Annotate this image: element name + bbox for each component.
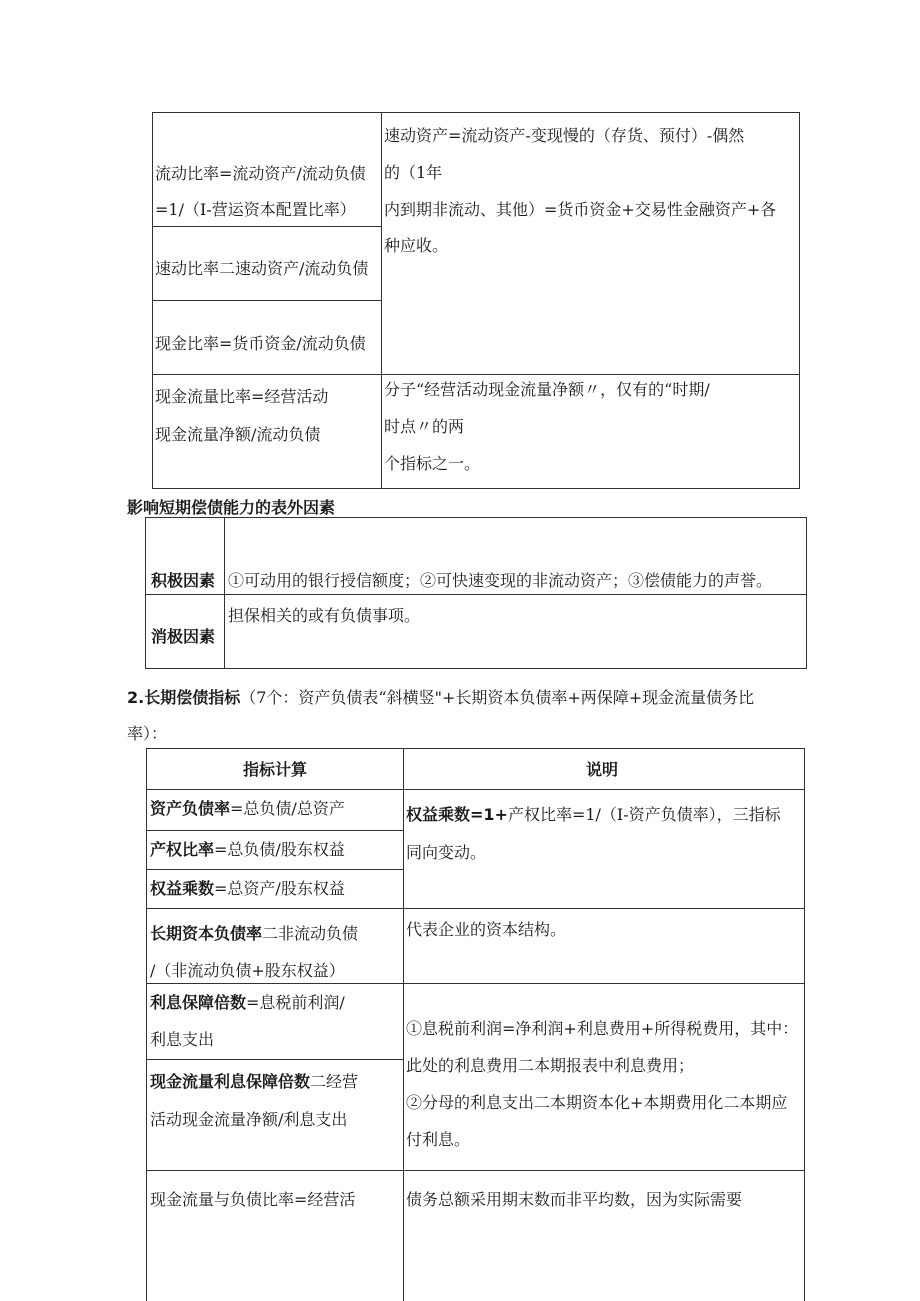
cash-flow-note-3: 个指标之一。	[384, 454, 481, 473]
long-term-debt-ratio-formula-2: /（非流动负债+股东权益）	[150, 961, 345, 980]
negative-factors-label: 消极因素	[151, 627, 216, 646]
section-title-off-balance-factors: 影响短期偿债能力的表外因素	[127, 498, 336, 517]
cash-flow-debt-ratio-note: 债务总额采用期末数而非平均数，因为实际需要	[406, 1190, 743, 1209]
long-term-debt-ratio-expr: 二非流动负债	[262, 924, 359, 943]
header-explanation: 说明	[586, 760, 619, 779]
quick-assets-note-3: 内到期非流动、其他）=货币资金+交易性金融资产+各	[384, 200, 777, 219]
long-term-debt-ratio-formula-1	[150, 924, 358, 944]
debt-ratio-term: 资产负债率	[150, 799, 231, 818]
interest-coverage-formula-1	[150, 993, 345, 1013]
ebit-note-1: ①息税前利润=净利润+利息费用+所得税费用，其中：	[406, 1019, 799, 1038]
cash-flow-note-2: 时点〃的两	[384, 417, 465, 436]
capital-structure-note: 代表企业的资本结构。	[406, 920, 567, 939]
equity-ratio-formula	[150, 840, 345, 860]
debt-ratio-expr: =总负债/总资产	[230, 799, 345, 818]
negative-factors-text: 担保相关的或有负债事项。	[228, 606, 421, 625]
quick-assets-note-2: 的（1年	[384, 163, 443, 182]
equity-multiplier-note-expr: 产权比率=1/（I-资产负债率），三指标	[507, 805, 781, 824]
cash-flow-ratio-formula-1: 现金流量比率=经营活动	[155, 387, 329, 406]
current-ratio-formula: 流动比率=流动资产/流动负债	[155, 164, 366, 183]
equity-ratio-term: 产权比率	[150, 840, 215, 859]
positive-factors-text: ①可动用的银行授信额度；②可快速变现的非流动资产；③偿债能力的声誉。	[228, 571, 773, 590]
section-title-rest: （7个：资产负债表“斜横竖"+长期资本负债率+两保障+现金流量债务比	[240, 688, 755, 707]
equity-ratio-expr: =总负债/股东权益	[214, 840, 345, 859]
cash-flow-ratio-formula-2: 现金流量净额/流动负债	[155, 425, 321, 444]
interest-coverage-term: 利息保障倍数	[150, 993, 247, 1012]
debt-ratio-formula	[150, 799, 345, 819]
cash-interest-coverage-formula-2: 活动现金流量净额/利息支出	[150, 1110, 348, 1129]
equity-multiplier-formula	[150, 879, 345, 899]
equity-multiplier-note-term: 权益乘数=1+	[406, 805, 508, 824]
ebit-note-2: 此处的利息费用二本期报表中利息费用；	[406, 1056, 695, 1075]
section-title-bold: 2.长期偿债指标	[127, 688, 241, 707]
cash-interest-coverage-term: 现金流量利息保障倍数	[150, 1072, 311, 1091]
equity-multiplier-expr: =总资产/股东权益	[214, 879, 345, 898]
quick-assets-note-1: 速动资产=流动资产-变现慢的（存货、预付）-偶然	[384, 126, 745, 145]
section-title-long-term-solvency	[127, 688, 754, 708]
ebit-note-3: ②分母的利息支出二本期资本化+本期费用化二本期应	[406, 1093, 788, 1112]
equity-multiplier-note-2: 同向变动。	[406, 843, 487, 862]
interest-coverage-expr: =息税前利润/	[246, 993, 345, 1012]
interest-coverage-formula-2: 利息支出	[150, 1030, 215, 1049]
positive-factors-label: 积极因素	[151, 571, 216, 590]
current-ratio-formula-alt: =1/（I-营运资本配置比率）	[155, 200, 356, 219]
equity-multiplier-note-1	[406, 805, 781, 825]
long-term-debt-ratio-term: 长期资本负债率	[150, 924, 263, 943]
equity-multiplier-term: 权益乘数	[150, 879, 215, 898]
quick-ratio-formula: 速动比率二速动资产/流动负债	[155, 259, 369, 278]
cash-flow-note-1: 分子“经营活动现金流量净额〃，仅有的“时期/	[384, 380, 710, 399]
cash-flow-debt-ratio-formula: 现金流量与负债比率=经营活	[150, 1190, 356, 1209]
cash-interest-coverage-formula-1	[150, 1072, 358, 1092]
quick-assets-note-4: 种应收。	[384, 236, 449, 255]
ebit-note-4: 付利息。	[406, 1130, 471, 1149]
header-indicator-calc: 指标计算	[243, 760, 308, 779]
cash-ratio-formula: 现金比率=货币资金/流动负债	[155, 334, 366, 353]
section-title-line2: 率）：	[127, 724, 168, 743]
cash-interest-coverage-expr: 二经营	[310, 1072, 359, 1091]
